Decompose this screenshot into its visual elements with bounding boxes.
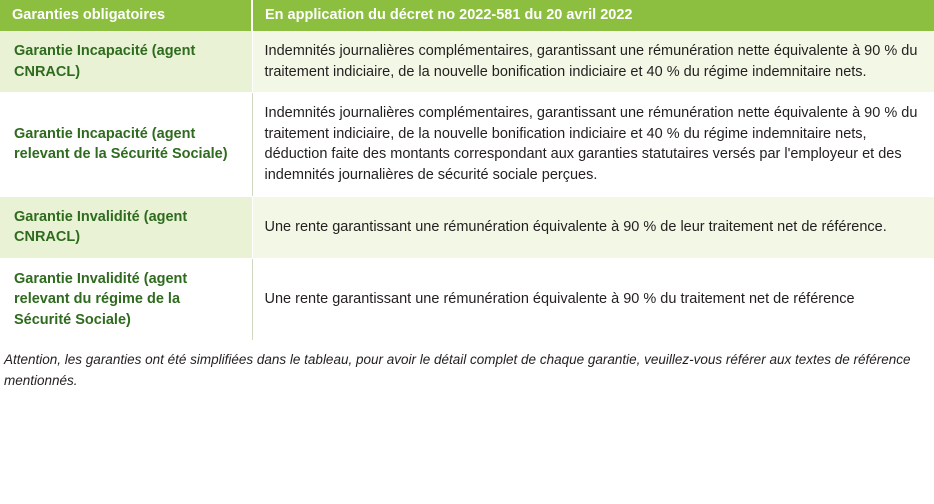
table-header-row xyxy=(0,0,934,31)
table-row xyxy=(0,258,934,341)
guarantee-label: Garantie Incapacité (agent CNRACL) xyxy=(0,31,252,93)
table-row xyxy=(0,93,934,196)
table-header xyxy=(0,0,934,31)
guarantee-description: Indemnités journalières complémentaires, garantissant une rémunération nette équivalente à 90 % du traitement indiciaire, de la nouvelle bonification indiciaire et 40 % du régime indemnitaire nets, déduction faite des montants correspondant aux garanties statutaires versés par l'employeur et des indemnités journalières de sécurité sociale perçues. xyxy=(252,93,934,196)
guarantee-description: Indemnités journalières complémentaires, garantissant une rémunération nette équivalente à 90 % du traitement indiciaire, de la nouvelle bonification indiciaire et 40 % du régime indemnitaire nets. xyxy=(252,31,934,93)
guarantee-label: Garantie Invalidité (agent relevant du régime de la Sécurité Sociale) xyxy=(0,258,252,341)
table-body xyxy=(0,31,934,341)
guarantee-label: Garantie Invalidité (agent CNRACL) xyxy=(0,196,252,258)
footnote: Attention, les garanties ont été simplifiées dans le tableau, pour avoir le détail complet de chaque garantie, veuillez-vous référer aux textes de référence mentionnés. xyxy=(4,352,911,388)
table-row xyxy=(0,196,934,258)
guarantee-description: Une rente garantissant une rémunération équivalente à 90 % de leur traitement net de référence. xyxy=(252,196,934,258)
table-row xyxy=(0,31,934,93)
column-header-decree: En application du décret no 2022-581 du 20 avril 2022 xyxy=(252,0,934,31)
column-header-guarantees: Garanties obligatoires xyxy=(0,0,252,31)
guarantee-label: Garantie Incapacité (agent relevant de la Sécurité Sociale) xyxy=(0,93,252,196)
guarantee-description: Une rente garantissant une rémunération équivalente à 90 % du traitement net de référence xyxy=(252,258,934,341)
